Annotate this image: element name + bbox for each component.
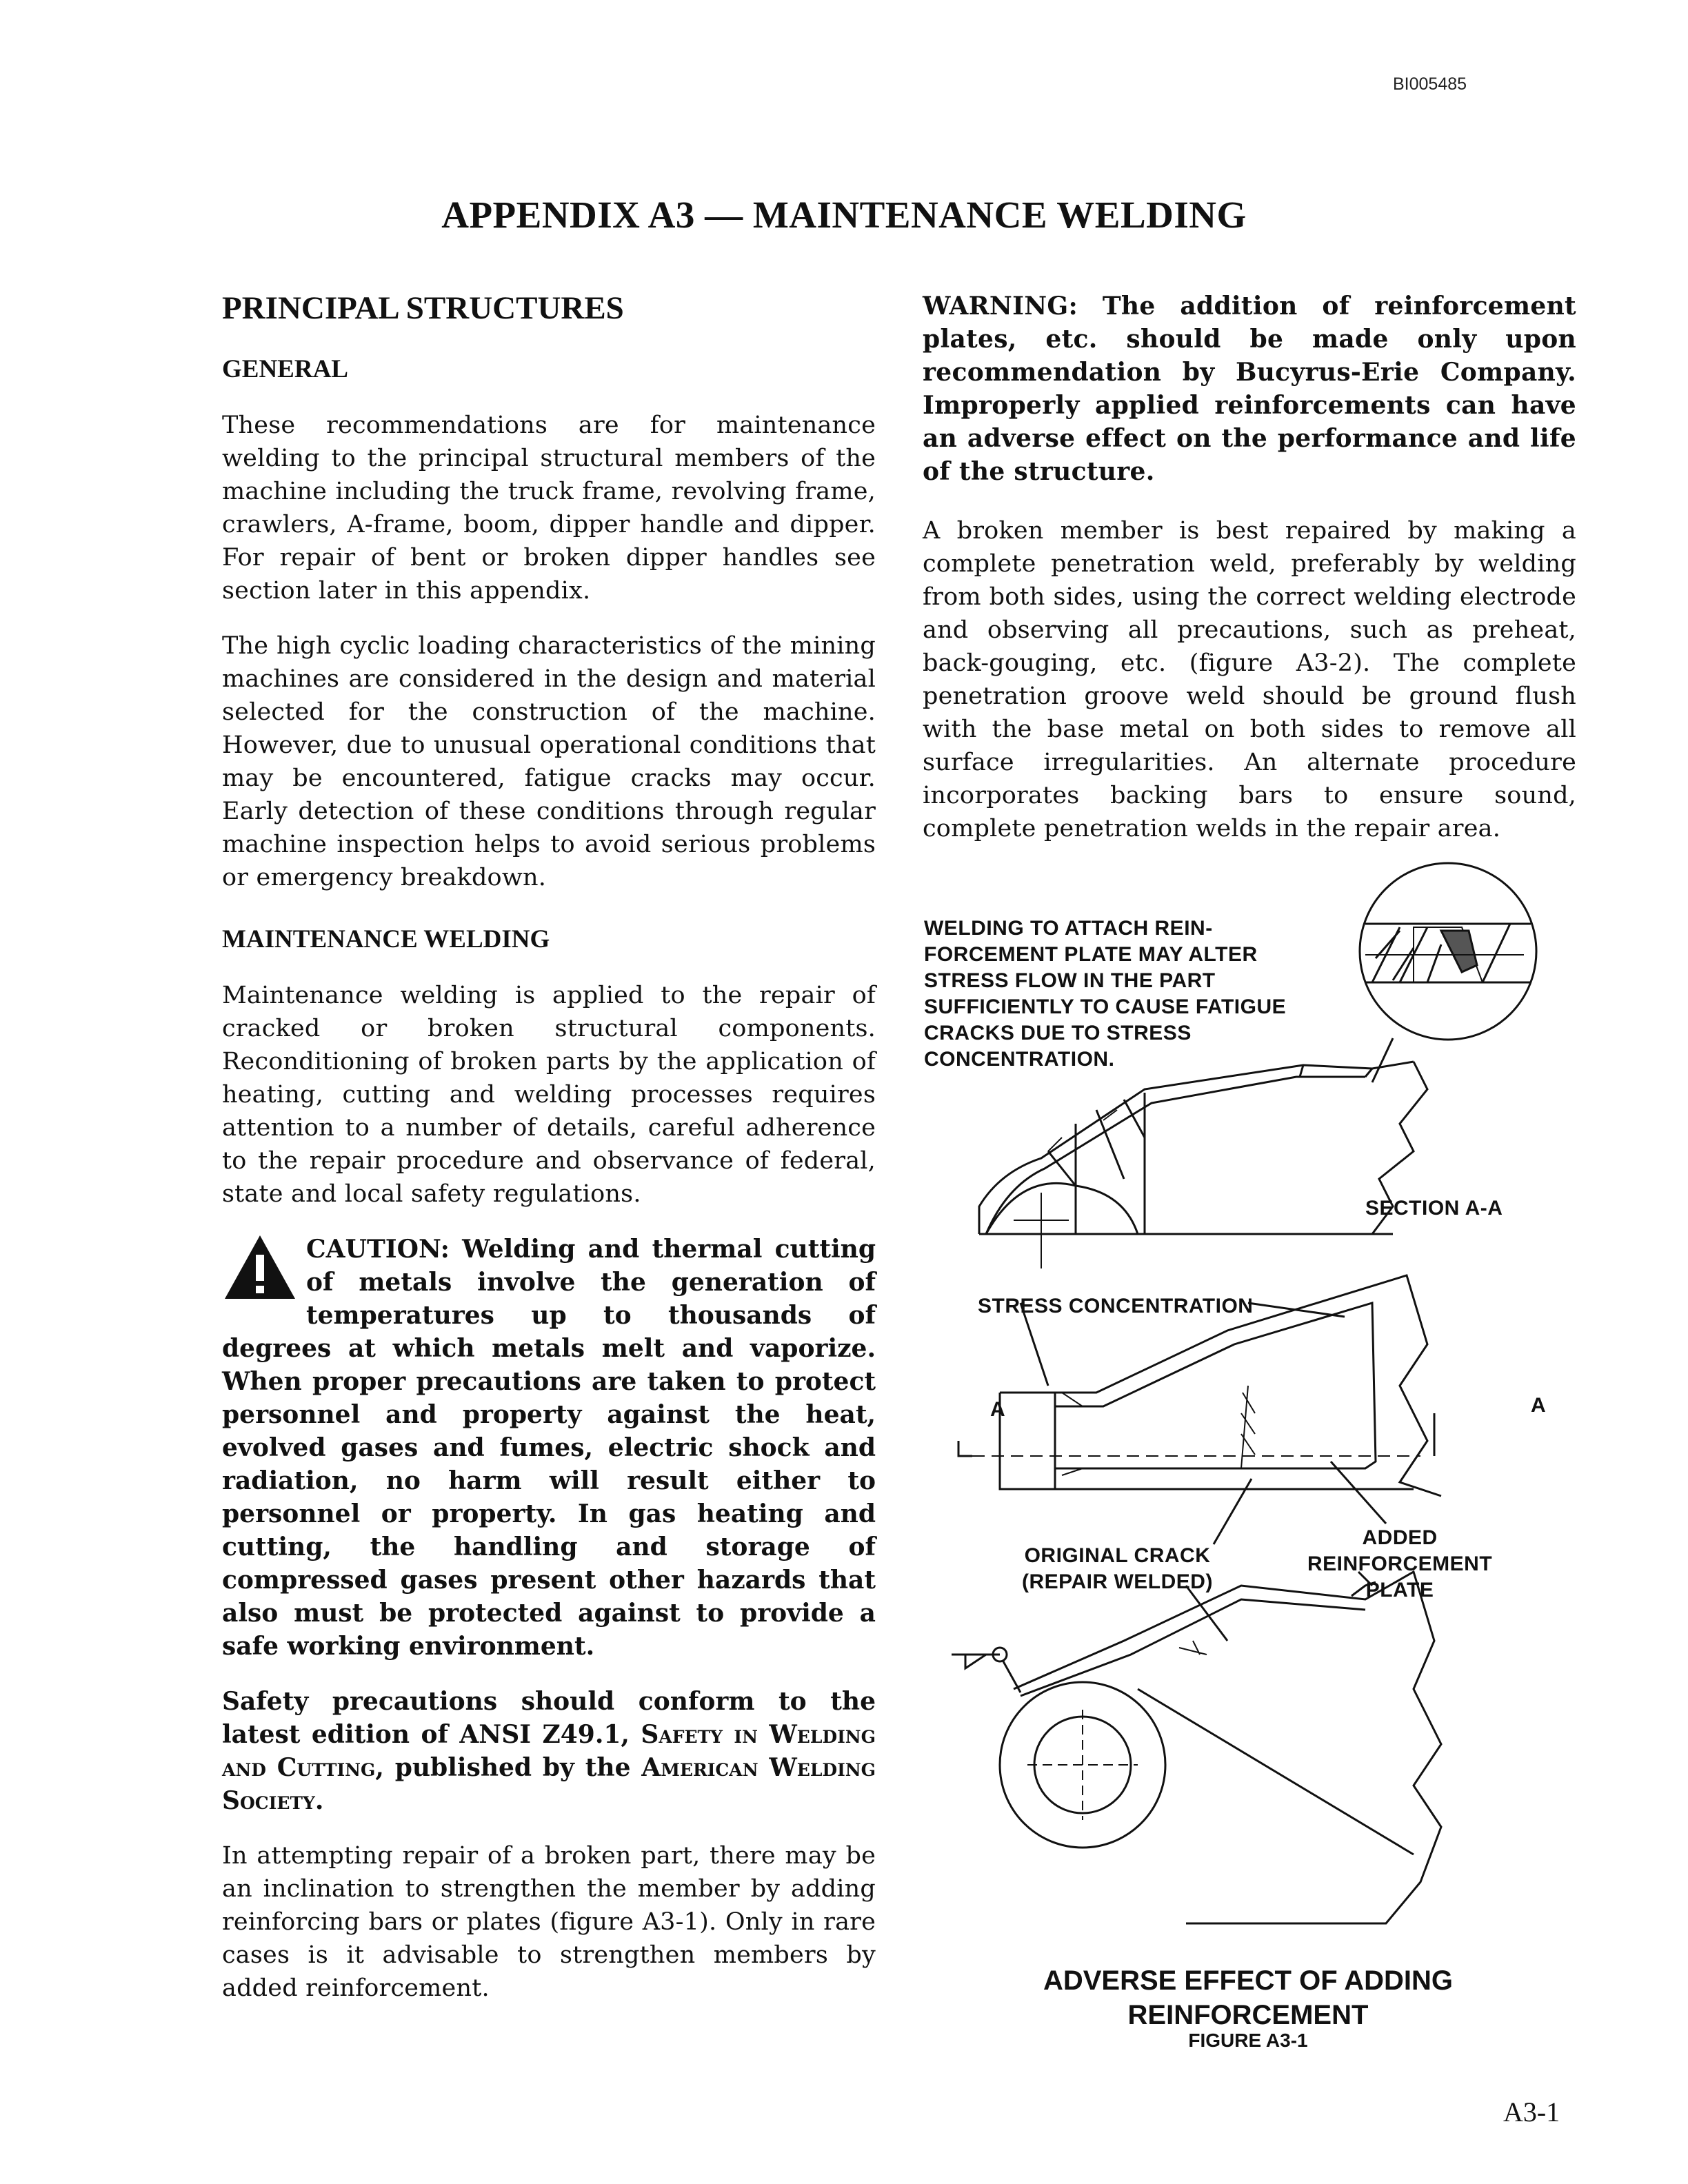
original-crack-label: ORIGINAL CRACK (REPAIR WELDED) [1022,1544,1213,1593]
paragraph-general-1: These recommendations are for maintenance welding to the principal structural members of the machine including the truck frame, revolving frame, crawlers, A-frame, boom, dipper handle and dipper. For repair of bent or broken dipper handles see section later in this appendix. [222,412,876,605]
warning-text: WARNING: The addition of reinforcement plates, etc. should be made only upon recommendation by Bucyrus-Erie Company. Improperly applied reinforcements can have an adverse effect on the performance and life of the structure. [923,292,1576,486]
safety-precautions-paragraph [222,1685,876,1817]
caution-block [222,1233,876,1663]
side-view [952,1572,1441,1923]
section-marker-a-right: A [1531,1394,1547,1417]
figure-caption: ADVERSE EFFECT OF ADDING REINFORCEMENT [1043,1965,1454,2030]
section-a-a-view [979,1062,1427,1268]
paragraph-broken-member: A broken member is best repaired by making a complete penetration weld, preferably by welding from both sides, using the correct welding electrode and observing all precautions, such as preheat, back-gouging, etc. (figure A3-2). The complete penetration groove weld should be ground flush with the base metal on both sides to remove all surface irregularities. An alternate procedure incorporates backing bars to ensure sound, complete penetration welds in the repair area. [923,517,1576,842]
page-title: APPENDIX A3 — MAINTENANCE WELDING [441,194,1247,236]
safety-text-end: . [314,1786,324,1815]
caution-text: CAUTION: Welding and thermal cutting of metals involve the generation of temperatures up to thousands of degrees at which metals melt and vaporize. When proper precautions are taken to protect personnel and property against the heat, evolved gases and fumes, electric shock and radiation, no harm will result either to personnel or property. In gas heating and cutting, the handling and storage of compressed gases present other hazards that also must be protected against to provide a safe working environment. [222,1235,876,1661]
paragraph-reinforcement: In attempting repair of a broken part, there may be an inclination to strengthen the member by adding reinforcing bars or plates (figure A3-1). Only in rare cases is it advisable to strengthen members by added reinforcement. [222,1842,876,2002]
stress-concentration-label: STRESS CONCENTRATION [978,1295,1254,1317]
subheading-general: GENERAL [222,355,348,383]
document-id: BI005485 [1393,74,1467,94]
paragraph-maintenance-welding: Maintenance welding is applied to the repair of cracked or broken structural components. Reconditioning of broken parts by the application of heating, cutting and welding processes requires attention to a number of details, careful adherence to the repair procedure and observance of federal, state and local safety regulations. [222,982,876,1208]
safety-organization: American Welding Society [222,1753,876,1815]
safety-text-lead: Safety precautions should conform to the latest edition of ANSI Z49.1, [222,1687,876,1749]
added-reinforcement-plate-label: ADDED REINFORCEMENT PLATE [1307,1526,1493,1601]
figure-note-text: WELDING TO ATTACH REIN- FORCEMENT PLATE MAY ALTER STRESS FLOW IN THE PART SUFFICIENTLY TO CAUSE FATIGUE CRACKS DUE TO STRESS CONCENTRATION. [924,917,1287,1071]
weld-detail-magnifier [1360,863,1536,1082]
section-heading-principal-structures: PRINCIPAL STRUCTURES [222,290,624,326]
left-column [222,290,876,2027]
subheading-maintenance-welding: MAINTENANCE WELDING [222,925,550,953]
section-marker-a-left: A [990,1398,1006,1421]
safety-standard-title: Safety in Welding and Cutting [222,1720,876,1782]
section-a-a-label: SECTION A-A [1365,1197,1503,1220]
figure-number: FIGURE A3-1 [1188,2030,1308,2051]
warning-triangle-icon [222,1233,298,1302]
paragraph-general-2: The high cyclic loading characteristics of the mining machines are considered in the design and material selected for the construction of the machine. However, due to unusual operational conditions that may be encountered, fatigue cracks may occur. Early detection of these conditions through regular machine inspection helps to avoid serious problems or emergency breakdown. [222,632,876,891]
safety-text-mid: , published by the [375,1753,631,1782]
right-column [923,290,1576,867]
page-number: A3-1 [1503,2096,1560,2127]
